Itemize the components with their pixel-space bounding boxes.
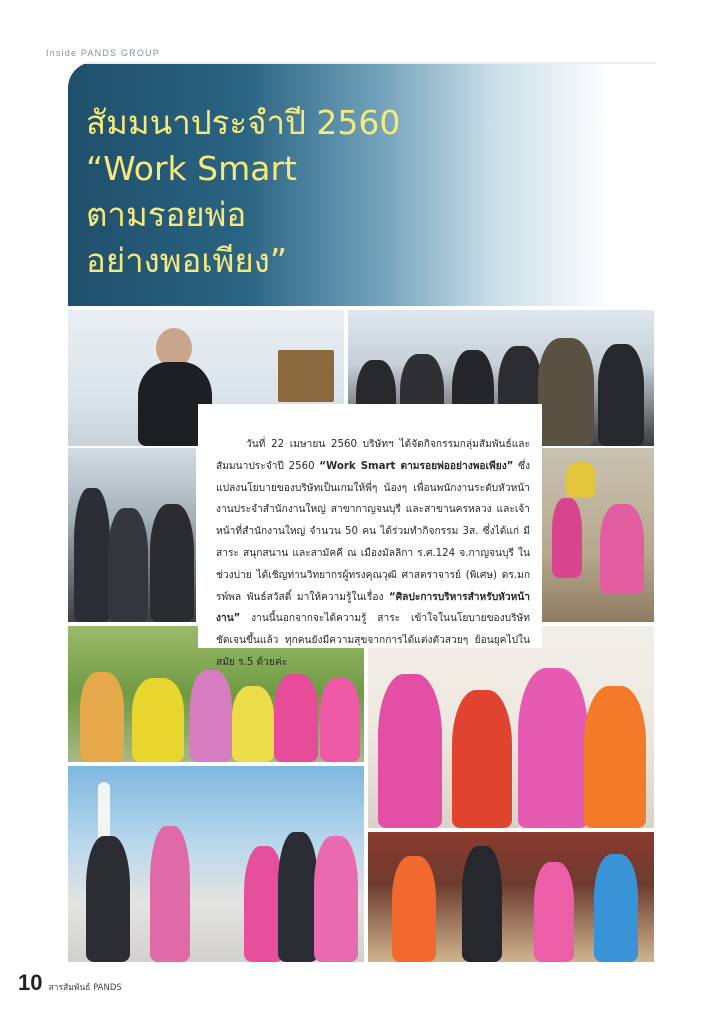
photo-costume-indoor: [368, 832, 654, 962]
article-theme: “Work Smart ตามรอยพ่ออย่างพอเพียง”: [319, 460, 514, 472]
title-line-4: อย่างพอเพียง”: [86, 241, 287, 280]
article-details: ซึ่งแปลงนโยบายของบริษัทเป็นเกมให้พี่ๆ น้องๆ เพื่อนพนักงานระดับหัวหน้างานประจำสำนักงานใหญ่ สาขากาญจนบุรี และสาขานครหลวง และเจ้าหน้าที่สำนักงานใหญ่ จำนวน 50 คน ได้ร่วมทำกิจกรรม 3ส. ซึ่งได้แก่ มีสาระ สนุกสนาน และสามัคคี ณ เมืองมัลลิกา ร.ศ.124 จ.กาญจนบุรี ในช่วงบ่าย ได้เชิญท่านวิทยากรผู้ทรงคุณวุฒิ ศาสตราจารย์ (พิเศษ) ดร.มกรพ์พล พันธ์สวัสดิ์ มาให้ความรู้ในเรื่อง: [216, 460, 530, 603]
title-line-3: ตามรอยพ่อ: [86, 195, 247, 234]
page-title: [86, 100, 400, 284]
article-lecture-topic: “ศิลปะการบริหารสำหรับหัวหน้างาน”: [216, 591, 530, 625]
page-number: 10: [18, 970, 43, 995]
title-line-2: “Work Smart: [86, 149, 297, 188]
title-panel: [68, 62, 656, 306]
publication-name: สารสัมพันธ์ PANDS: [48, 983, 122, 993]
section-label: Inside PANDS GROUP: [46, 48, 160, 58]
photo-seated-group: [68, 448, 196, 622]
photo-thai-costume-game: [542, 448, 654, 622]
title-panel-rule: [68, 62, 656, 64]
article-body: [216, 434, 530, 674]
page-footer: [18, 970, 122, 996]
article-intro: วันที่ 22 เมษายน 2560 บริษัทฯ ได้จัดกิจกรรมกลุ่มสัมพันธ์และสัมมนาประจำปี 2560: [216, 439, 530, 472]
article-card: [198, 404, 542, 668]
article-conclusion: งานนี้นอกจากจะได้ความรู้ สาระ เข้าใจในนโยบายของบริษัทชัดเจนขึ้นแล้ว ทุกคนยังมีความสุขจากการได้แต่งตัวสวยๆ ย้อนยุคไปในสมัย ร.5 ด้วยค่ะ: [216, 613, 530, 668]
photo-group-outdoor: [68, 766, 364, 962]
title-line-1: สัมมนาประจำปี 2560: [86, 103, 401, 142]
